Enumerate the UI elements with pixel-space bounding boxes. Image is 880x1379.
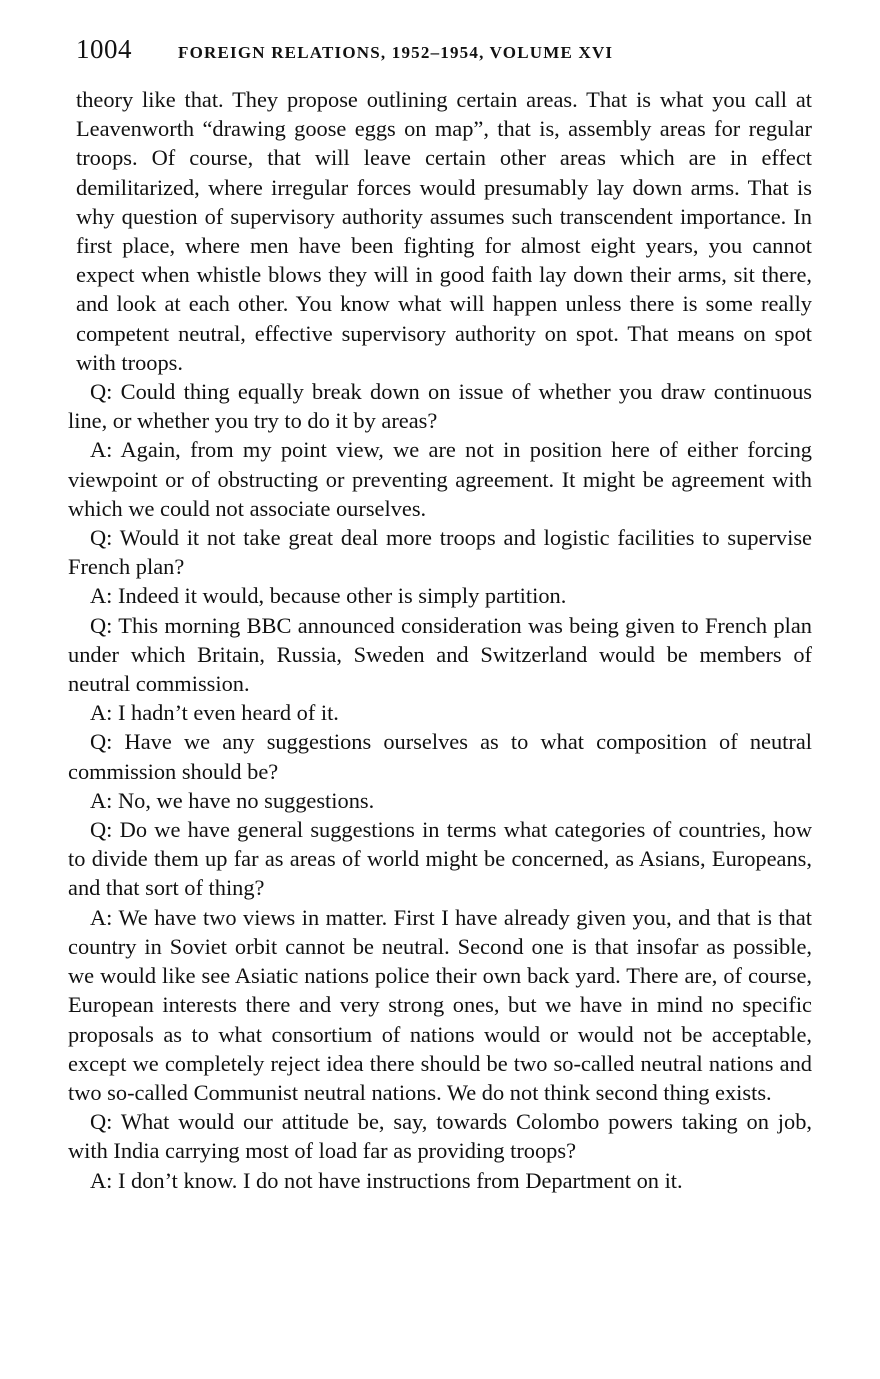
- running-title: FOREIGN RELATIONS, 1952–1954, VOLUME XVI: [178, 43, 614, 62]
- answer-paragraph: A: Indeed it would, because other is simply partition.: [90, 583, 567, 609]
- question-paragraph: Q: This morning BBC announced consideration was being given to French plan under which Britain, Russia, Sweden and Switzerland would be members of neutral commission.: [68, 612, 812, 697]
- answer-paragraph: A: No, we have no suggestions.: [90, 787, 375, 813]
- body-text: [68, 85, 812, 1195]
- question-paragraph: Q: Have we any suggestions ourselves as to what composition of neutral commission should be?: [68, 729, 812, 784]
- question-paragraph: Q: What would our attitude be, say, towards Colombo powers taking on job, with India carrying most of load far as providing troops?: [68, 1109, 812, 1164]
- question-paragraph: Q: Would it not take great deal more troops and logistic facilities to supervise French plan?: [68, 525, 812, 580]
- answer-paragraph: A: We have two views in matter. First I have already given you, and that is that country in Soviet orbit cannot be neutral. Second one is that insofar as possible, we would like see Asiatic nations police their own back yard. There are, of course, European interests there and very strong ones, but we have in mind no specific proposals as to what consortium of nations would or would not be acceptable, except we completely reject idea there should be two so-called neutral nations and two so-called Communist neutral nations. We do not think second thing exists.: [68, 904, 812, 1105]
- paragraph: theory like that. They propose outlining certain areas. That is what you call at Leavenworth “drawing goose eggs on map”, that is, assembly areas for regular troops. Of course, that will leave certain other areas which are in effect demilitarized, where irregular forces would presumably lay down arms. That is why question of supervisory authority assumes such transcendent importance. In first place, where men have been fighting for almost eight years, you cannot expect when whistle blows they will in good faith lay down their arms, sit there, and look at each other. You know what will happen unless there is some really competent neutral, effective supervisory authority on spot. That means on spot with troops.: [76, 87, 812, 375]
- page-number: 1004: [76, 34, 132, 64]
- question-paragraph: Q: Do we have general suggestions in terms what categories of countries, how to divide them up far as areas of world might be concerned, as Asians, Europeans, and that sort of thing?: [68, 817, 812, 901]
- answer-paragraph: A: I don’t know. I do not have instructions from Department on it.: [90, 1167, 683, 1193]
- running-head: [76, 34, 816, 64]
- answer-paragraph: A: I hadn’t even heard of it.: [90, 700, 339, 726]
- answer-paragraph: A: Again, from my point view, we are not in position here of either forcing viewpoint or of obstructing or preventing agreement. It might be agreement with which we could not associate ourselves.: [68, 437, 812, 521]
- question-paragraph: Q: Could thing equally break down on issue of whether you draw continuous line, or whether you try to do it by areas?: [68, 379, 812, 434]
